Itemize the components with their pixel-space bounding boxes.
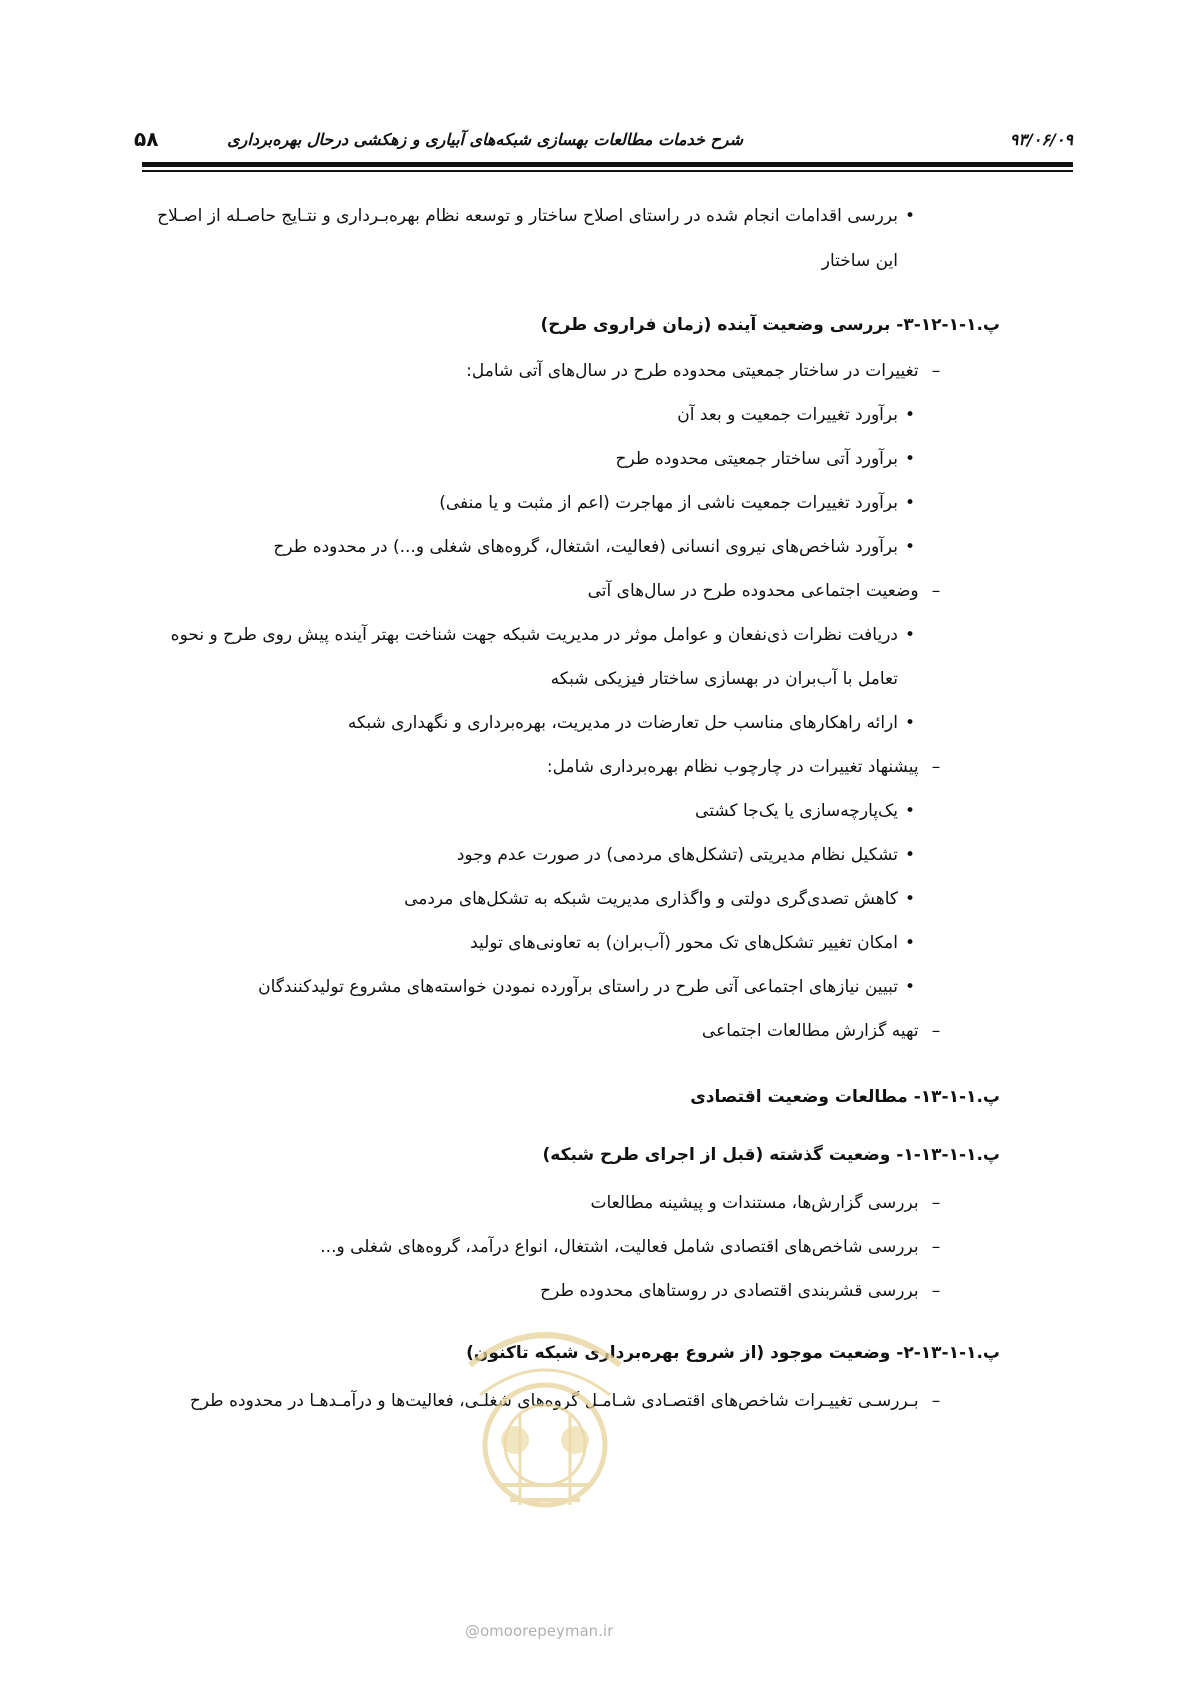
bullet-item — [695, 798, 922, 824]
dash-item — [590, 1190, 948, 1216]
dash-marker: – — [931, 757, 941, 777]
bullet-marker: • — [904, 449, 916, 469]
header-rule-thin — [142, 170, 1073, 172]
header-rule-thick — [142, 162, 1073, 167]
dash-text: بررسی قشربندی اقتصادی در روستاهای محدوده طرح — [540, 1281, 919, 1301]
bullet-marker: • — [904, 493, 916, 513]
bullet-text: دریافت نظرات ذی‌نفعان و عوامل موثر در مدیریت شبکه جهت شناخت بهتر آینده پیش روی طرح و نحوه — [170, 625, 898, 645]
bullet-item — [616, 446, 922, 472]
bullet-text: برآورد تغییرات جمعیت و بعد آن — [677, 405, 898, 425]
dash-text: بـررسـی تغییـرات شاخص‌های اقتصـادی شـامـل گروه‌های شغلـی، فعالیت‌ها و درآمـدهـا در محدوده طرح — [189, 1391, 919, 1411]
bullet-marker: • — [904, 625, 916, 645]
bullet-text: برآورد آتی ساختار جمعیتی محدوده طرح — [615, 449, 898, 469]
dash-marker: – — [931, 1237, 941, 1257]
bullet-marker: • — [904, 801, 916, 821]
section-heading: پ.۱-۱-۱۳- مطالعات وضعیت اقتصادی — [690, 1087, 1000, 1107]
section-heading: پ.۱-۱-۱۳-۲- وضعیت موجود (از شروع بهره‌برداری شبکه تاکنون) — [466, 1343, 1000, 1363]
dash-item — [190, 1388, 948, 1414]
bullet-text: تبیین نیازهای اجتماعی آتی طرح در راستای برآورده نمودن خواسته‌های مشروع تولیدکنندگان — [258, 977, 898, 997]
bullet-item — [157, 203, 922, 229]
dash-item — [702, 1018, 948, 1044]
page-number: ۵۸ — [134, 127, 159, 151]
bullet-item — [439, 490, 922, 516]
bullet-text: تشکیل نظام مدیریتی (تشکل‌های مردمی) در صورت عدم وجود — [456, 845, 898, 865]
section-heading: پ.۱-۱-۱۳-۱- وضعیت گذشته (قبل از اجرای طرح شبکه) — [542, 1145, 1000, 1165]
bullet-continuation: این ساختار — [821, 251, 898, 271]
bullet-text: یک‌پارچه‌سازی یا یک‌جا کشتی — [695, 801, 898, 821]
bullet-item — [171, 622, 922, 648]
dash-item — [547, 754, 948, 780]
bullet-text: برآورد شاخص‌های نیروی انسانی (فعالیت، اشتغال، گروه‌های شغلی و...) در محدوده طرح — [273, 537, 898, 557]
header-title: شرح خدمات مطالعات بهسازی شبکه‌های آبیاری و زهکشی درحال بهره‌برداری — [227, 130, 743, 149]
header-date: ۹۳/۰۶/۰۹ — [1009, 130, 1073, 149]
dash-text: بررسی گزارش‌ها، مستندات و پیشینه مطالعات — [590, 1193, 919, 1213]
bullet-text: ارائه راهکارهای مناسب حل تعارضات در مدیریت، بهره‌برداری و نگهداری شبکه — [347, 713, 898, 733]
bullet-item — [348, 710, 922, 736]
dash-text: بررسی شاخص‌های اقتصادی شامل فعالیت، اشتغال، انواع درآمد، گروه‌های شغلی و... — [320, 1237, 919, 1257]
dash-marker: – — [931, 581, 941, 601]
bullet-marker: • — [904, 537, 916, 557]
bullet-continuation: تعامل با آب‌بران در بهسازی ساختار فیزیکی شبکه — [550, 669, 898, 689]
dash-marker: – — [931, 1391, 941, 1411]
bullet-marker: • — [904, 933, 916, 953]
bullet-text: کاهش تصدی‌گری دولتی و واگذاری مدیریت شبکه به تشکل‌های مردمی — [404, 889, 898, 909]
bullet-marker: • — [904, 405, 916, 425]
dash-item — [320, 1234, 948, 1260]
dash-marker: – — [931, 1021, 941, 1041]
dash-text: پیشنهاد تغییرات در چارچوب نظام بهره‌برداری شامل: — [546, 757, 919, 777]
bullet-marker: • — [904, 713, 916, 733]
dash-item — [466, 358, 948, 384]
bullet-marker: • — [904, 206, 916, 226]
bullet-item — [470, 930, 922, 956]
dash-text: تهیه گزارش مطالعات اجتماعی — [701, 1021, 919, 1041]
dash-marker: – — [931, 361, 941, 381]
dash-text: وضعیت اجتماعی محدوده طرح در سال‌های آتی — [587, 581, 919, 601]
bullet-item — [677, 402, 922, 428]
section-heading: پ.۱-۱-۱۲-۳- بررسی وضعیت آینده (زمان فراروی طرح) — [540, 315, 1000, 335]
dash-item — [588, 578, 948, 604]
bullet-marker: • — [904, 845, 916, 865]
bullet-item — [404, 886, 922, 912]
bullet-item — [273, 534, 922, 560]
bullet-text: برآورد تغییرات جمعیت ناشی از مهاجرت (اعم از مثبت و یا منفی) — [439, 493, 898, 513]
bullet-text: بررسی اقدامات انجام شده در راستای اصلاح ساختار و توسعه نظام بهره‌بـرداری و نتـایج حاصـله از اصـلاح — [157, 206, 898, 226]
bullet-item — [258, 974, 922, 1000]
page-header — [134, 127, 1073, 151]
bullet-marker: • — [904, 889, 916, 909]
dash-marker: – — [931, 1281, 941, 1301]
dash-marker: – — [931, 1193, 941, 1213]
dash-text: تغییرات در ساختار جمعیتی محدوده طرح در سال‌های آتی شامل: — [466, 361, 919, 381]
bullet-marker: • — [904, 977, 916, 997]
dash-item — [540, 1278, 948, 1304]
watermark-url: @omoorepeyman.ir — [465, 1622, 614, 1640]
bullet-text: امکان تغییر تشکل‌های تک محور (آب‌بران) به تعاونی‌های تولید — [470, 933, 898, 953]
bullet-item — [457, 842, 922, 868]
